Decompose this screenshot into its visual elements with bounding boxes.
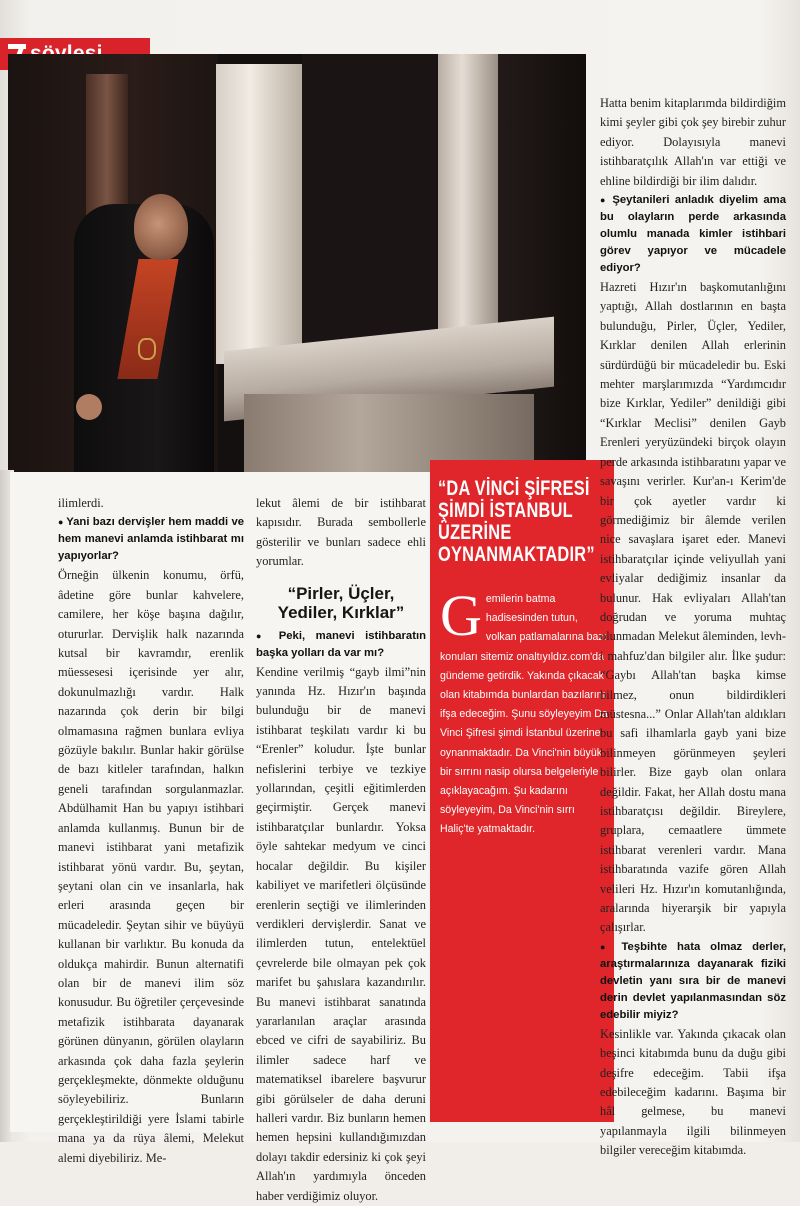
- section-subheading: “Pirler, Üçler, Yediler, Kırklar”: [277, 583, 405, 622]
- interview-question: ● Teşbihte hata olmaz derler, araştırmalarınıza dayanarak fiziki devletin yanı sıra bir de manevi derin devlet yapılanmasından söz edebilir miyiz?: [600, 939, 786, 1024]
- article-column-2: [256, 494, 426, 1206]
- article-column-3: [600, 94, 786, 1161]
- paragraph: ilimlerdi.: [58, 496, 104, 510]
- paragraph: Hatta benim kitaplarımda bildirdiğim kimi şeyler gibi çok şey birebir zuhur ediyor. Dolayısıyla manevi istihbaratçılık Allah'ın var ettiği ve ehline bildirdiği bir ilim dalıdır.: [600, 96, 786, 188]
- sidebar-text: [440, 583, 608, 840]
- interview-question: ● Peki, manevi istihbaratın başka yolları da var mı?: [256, 628, 426, 662]
- sidebar-body: emilerin batma hadisesinden tutun, volkan patlamalarına bazı konuları sitemiz onaltıyıldız.com'da gündeme getirdik. Yakında çıkacak olan kitabımda bunlardan bazılarını ifşa edeceğim. Şunu söyleyeyim Da Vinci Şifresi şimdi İstanbul üzerine oynanmaktadır. Da Vinci'nin büyük bir sırrını nasip olursa belgeleriyle açıklayacağım. Şu kadarını söyleyeyim, Da Vinci'nin sırrı Haliç'te yatmaktadır.: [440, 593, 608, 836]
- drop-cap: G: [440, 583, 482, 648]
- paragraph: Hazreti Hızır'ın başkomutanlığını yaptığı, Allah dostlarının en başta bulunduğu, Pirler, Üçler, Yediler, Kırklar denilen Allah erlerinin sürdürdüğü bir mücadeledir bu. Eski mehter marşlarımızda “Yardımcıdır bize Kırklar, Yediler” denildiği gibi “Kırklar Meclisi” denilen Gayb Erenleri yeryüzündeki birçok olayın perde arkasında istihbaratını yapar ve savaşını verirler. Kur'an-ı Kerim'de bir çok ayetler vardır ki görmediğimiz bir âlemde verilen nice savaşlara işaret eder. Manevi istihbaratçılar içinde veliyullah yani evliyalar dediğimiz insanlar da bulunur. Hak evliyaları Allah'tan doğrudan ve yoruma muhtaç olunmadan Melekut âleminden, levh-i mahfuz'dan bilgiler alır. İlke şudur: “Gaybı Allah'tan başka kimse bilmez, onun bildirdikleri müstesna...” Onlar Allah'tan aldıkları bu safi ilhamlarla gayb yani bize bilinmeyen görünmeyen şeyleri bilirler. Bize gayb olan onlara değildir. Fakat, her Allah dostu mana istihbaratçısı değildir. Bireylere, gruplara, cemaatlere ümmete istihbarat verenleri vardır. Mana istihbaratında vazife gören Allah velileri Hz. Hızır'ın komutanlığında, aralarında hiyerarşik bir yapıyla çalışırlar.: [600, 280, 786, 935]
- paragraph: Örneğin ülkenin konumu, örfü, âdetine göre bunlar kahvelere, camilere, her köşe başına dağılır, otururlar. Dervişlik halk nazarında kutsal bir kavramdır, erenlik müessesesi içerisinde yer alır, dokunulmazlığı vardır. Halk nazarında çok derin bir bilgi olmamasına rağmen bunlara evliya gözüyle bakılır. Bunlar hakir görülse de bazı kitleler tarafından, halkın geneli tarafından sorgulanmazlar. Abdülhamit Han bu yapıyı istihbari anlamda kullanmış. Bunun bir de manevi istihbarat yani metafizik istihbarat yönü vardır. Bu, şeytan, şeytani olan cin ve insanlarla, hak erleri arasında geçen bir mücadeledir. Şeytan sihir ve büyüyü kullanan bir varlıktır. Bu konuda da oldukça mahirdir. Bunun alternatifi olan bir de manevi ilim söz konusudur. Bu öğretiler çerçevesinde metafizik istihbarata dayanarak görünen dünyanın, görülen olayların arkasında çok daha fazla şeylerin gerçekleşmekte, dönmekte olduğunu söyleyebiliriz. Bunların gerçekleştirildiği yere İslami tabirle mana ya da rüya âlemi, Melekut alemi diyebiliriz. Me-: [58, 568, 244, 1165]
- article-column-1: [58, 494, 244, 1168]
- interview-photo: [8, 54, 586, 472]
- interview-question: ● Şeytanileri anladık diyelim ama bu olayların perde arkasında olumlu manada kimler istihbari görev yapıyor ve mücadele ediyor?: [600, 192, 786, 277]
- interview-question: ● Yani bazı dervişler hem maddi ve hem manevi anlamda istihbarat mı yapıyorlar?: [58, 514, 244, 565]
- paragraph: Kendine verilmiş “gayb ilmi”nin yanında Hz. Hızır'ın başında bulunduğu bir de manevi istihbarat teşkilatı vardır ki bu “Erenler” koludur. İşte bunlar nefislerini terbiye ve tezkiye yollarından, çeşitli eğitimlerden geçirmiştir. Gerçek manevi istihbaratçılar bunlardır. Yoksa öyle sahtekar medyum ve cinci hocalar değildir. Bu kişiler kabiliyet ve marifetleri ölçüsünde erenlerin seçtiği ve ilimlerinden verdikleri dervişlerdir. Sanat ve ilimlerden tutun, entelektüel çevrelerde bile olmayan pek çok marifet bu şahıslara kazandırılır. Bu manevi istihbarat sanatında yararlanılan araçlar arasında ebced ve cifri de sayabiliriz. Bu ilimler sadece harf ve matematiksel ibarelere başvurur gibi görülseler de daha deruni halleri vardır. Biz bunların hemen hemen hepsini kullandığımızdan dolayı takdir edersiniz ki çok şeyi Allah'ın yardımıyla önceden haber verdiğimiz oluyor.: [256, 664, 426, 1203]
- paragraph: Kesinlikle var. Yakında çıkacak olan beşinci kitabımda bunu da duğu gibi deşifre edeceğim. Tabii ifşa edebileceğim kadarını. Başıma bir hâl gelmese, bu manevi yapılanmayla ilgili bilinmeyen bilgiler vereceğim kitabımda.: [600, 1026, 786, 1158]
- pull-quote: “DA VİNCİ ŞİFRESİ ŞİMDİ İSTANBUL ÜZERİNE OYNANMAKTADIR”: [438, 477, 595, 566]
- paragraph: lekut âlemi de bir istihbarat kapısıdır. Burada sembollerle gösterilir ve bunları sadece ehli yorumlar.: [256, 496, 426, 569]
